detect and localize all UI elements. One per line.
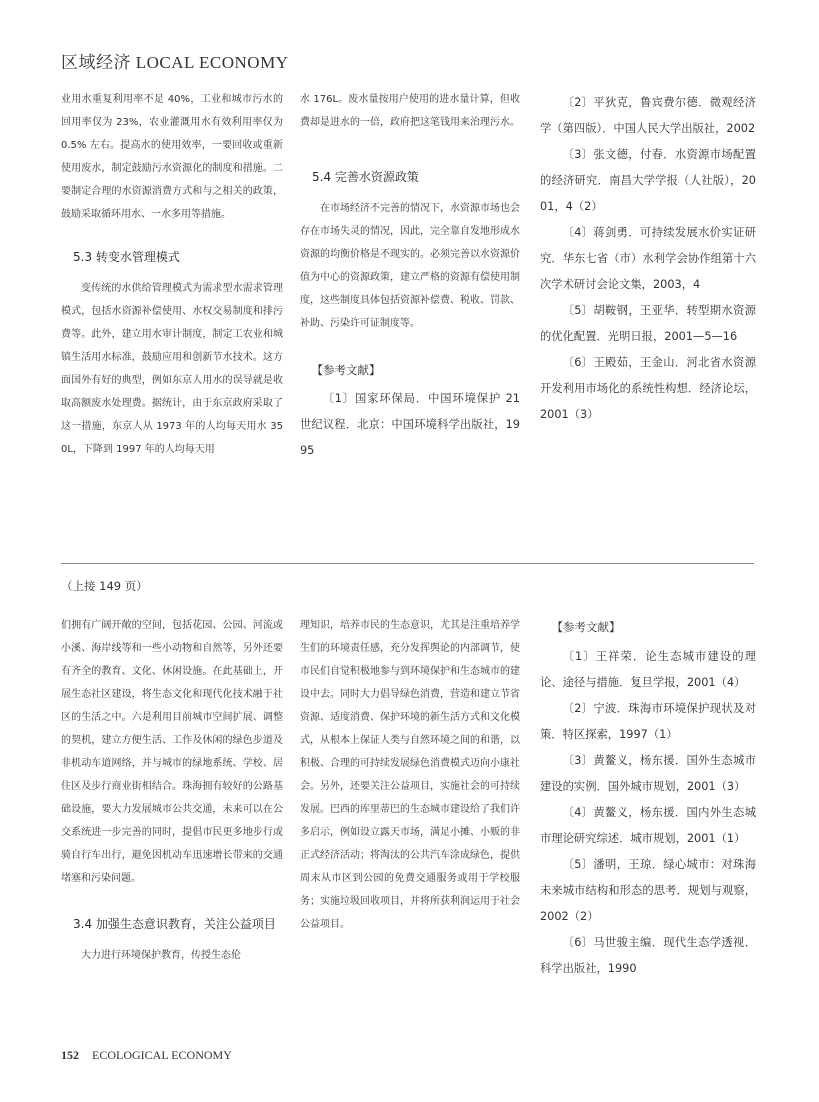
paragraph: 在市场经济不完善的情况下，水资源市场也会存在市场失灵的情况，因此，完全靠自发地形成水资源的均衡价格是不现实的。必须完善以水资源价值为中心的资源政策，建立严格的资源有偿使用制度，这些制度具体包括资源补偿费、税收、罚款、补助、污染许可证制度等。 (300, 203, 520, 329)
continued-from-label: （上接 149 页） (61, 579, 148, 593)
references-title: 【参考文献】 (311, 363, 381, 377)
reference-item: 〔1〕国家环保局．中国环境保护 21 世纪议程．北京：中国环境科学出版社，1995 (300, 392, 520, 457)
paragraph: 业用水重复利用率不足 40%，工业和城市污水的回用率仅为 23%，农业灌溉用水有效利用率仅为 0.5% 左右。提高水的使用效率，一要回收或重新使用废水，制定鼓励污水资源化的制度和措施。二要制定合理的水资源消费方式和与之相关的政策，鼓励采取循环用水、一水多用等措施。 (61, 94, 283, 220)
reference-item: 〔6〕王殿茹，王金山．河北省水资源开发利用市场化的系统性构想．经济论坛，2001（3） (540, 356, 756, 421)
paragraph: 们拥有广阔开敞的空间，包括花园、公园、河流或小溪、海岸线等和一些小动物和自然等，另外还要有齐全的教育、文化、休闲设施。在此基础上，开展生态社区建设，将生态文化和现代化技术融于社区的生活之中。六是利用目前城市空间扩展、调整的契机，建立方便生活、工作及休闲的绿色步道及非机动车道网络，并与城市的绿地系统、学校、居住区及步行商业街相结合。珠海拥有较好的公路基础设施，要大力发展城市公共交通，未来可以在公交系统进一步完善的同时，提倡市民更多地步行或骑自行车出行，避免因机动车迅速增长带来的交通堵塞和污染问题。 (61, 620, 283, 884)
reference-item: 〔3〕黄鳌义，杨东援．国外生态城市建设的实例．国外城市规划，2001（3） (540, 754, 756, 793)
bottom-column-2 (300, 614, 520, 936)
bottom-column-3 (540, 614, 756, 982)
reference-item: 〔3〕张文德，付春．水资源市场配置的经济研究．南昌大学学报（人社版），2001，4（2） (540, 148, 756, 213)
paragraph: 变传统的水供给管理模式为需求型水需求管理模式，包括水资源补偿使用、水权交易制度和排污费等。此外，建立用水审计制度，制定工农业和城镇生活用水标准，鼓励应用和创新节水技术。这方面国外有好的典型，例如东京人用水的误导就是收取高额废水处理费。据统计，由于东京政府采取了这一措施，东京人从 1973 年的人均每天用水 350L，下降到 1997 年的人均每天用 (61, 283, 283, 455)
section-heading: 5.3 转变水管理模式 (73, 250, 180, 264)
journal-name: ECOLOGICAL ECONOMY (92, 1048, 232, 1062)
top-column-2 (300, 88, 520, 464)
reference-item: 〔2〕平狄克，鲁宾费尔德．微观经济学（第四版）．中国人民大学出版社，2002 (540, 96, 756, 135)
reference-item: 〔5〕胡鞍钢，王亚华．转型期水资源的优化配置．光明日报，2001—5—16 (540, 304, 756, 343)
bottom-column-1 (61, 614, 283, 967)
page-number: 152 (61, 1048, 79, 1062)
top-column-1 (61, 88, 283, 461)
top-column-3 (540, 90, 756, 428)
reference-item: 〔2〕宁波．珠海市环境保护现状及对策．特区探索，1997（1） (540, 702, 756, 741)
page-header-title: 区域经济 LOCAL ECONOMY (61, 53, 289, 72)
reference-item: 〔5〕潘明，王琼．绿心城市：对珠海未来城市结构和形态的思考．规划与观察，2002（2） (540, 858, 756, 923)
section-heading: 5.4 完善水资源政策 (312, 170, 419, 184)
paragraph: 理知识，培养市民的生态意识，尤其是注重培养学生们的环境责任感，充分发挥舆论的内部调节，使市民们自觉积极地参与到环境保护和生态城市的建设中去。同时大力倡导绿色消费，营造和建立节省资源、适度消费、保护环境的新生活方式和文化模式，从根本上保证人类与自然环境之间的和谐，以积极、合理的可持续发展绿色消费模式迈向小康社会。另外，还要关注公益项目，实施社会的可持续发展。巴西的库里蒂巴的生态城市建设给了我们许多启示，例如设立露天市场，满足小摊、小贩的非正式经济活动；将淘汰的公共汽车涂成绿色，提供周末从市区到公园的免费交通服务或用于学校服务；实施垃圾回收项目，并将所获利润运用于社会公益项目。 (300, 620, 520, 930)
reference-item: 〔4〕蒋剑勇．可持续发展水价实证研究．华东七省（市）水利学会协作组第十六次学术研讨会论文集，2003，4 (540, 226, 756, 291)
section-divider (61, 563, 754, 564)
reference-item: 〔6〕马世骏主编．现代生态学透视．科学出版社，1990 (540, 936, 756, 975)
page-footer (61, 1048, 232, 1063)
reference-item: 〔4〕黄鳌义，杨东援．国内外生态城市理论研究综述．城市规划，2001（1） (540, 806, 756, 845)
references-title: 【参考文献】 (551, 620, 621, 634)
paragraph: 水 176L。废水量按用户使用的进水量计算，但收费却是进水的一倍，政府把这笔钱用来治理污水。 (300, 94, 520, 128)
section-heading: 3.4 加强生态意识教育，关注公益项目 (73, 917, 276, 931)
reference-item: 〔1〕王祥荣．论生态城市建设的理论、途径与措施．复旦学报，2001（4） (540, 650, 756, 689)
paragraph: 大力进行环境保护教育，传授生态伦 (81, 950, 241, 961)
